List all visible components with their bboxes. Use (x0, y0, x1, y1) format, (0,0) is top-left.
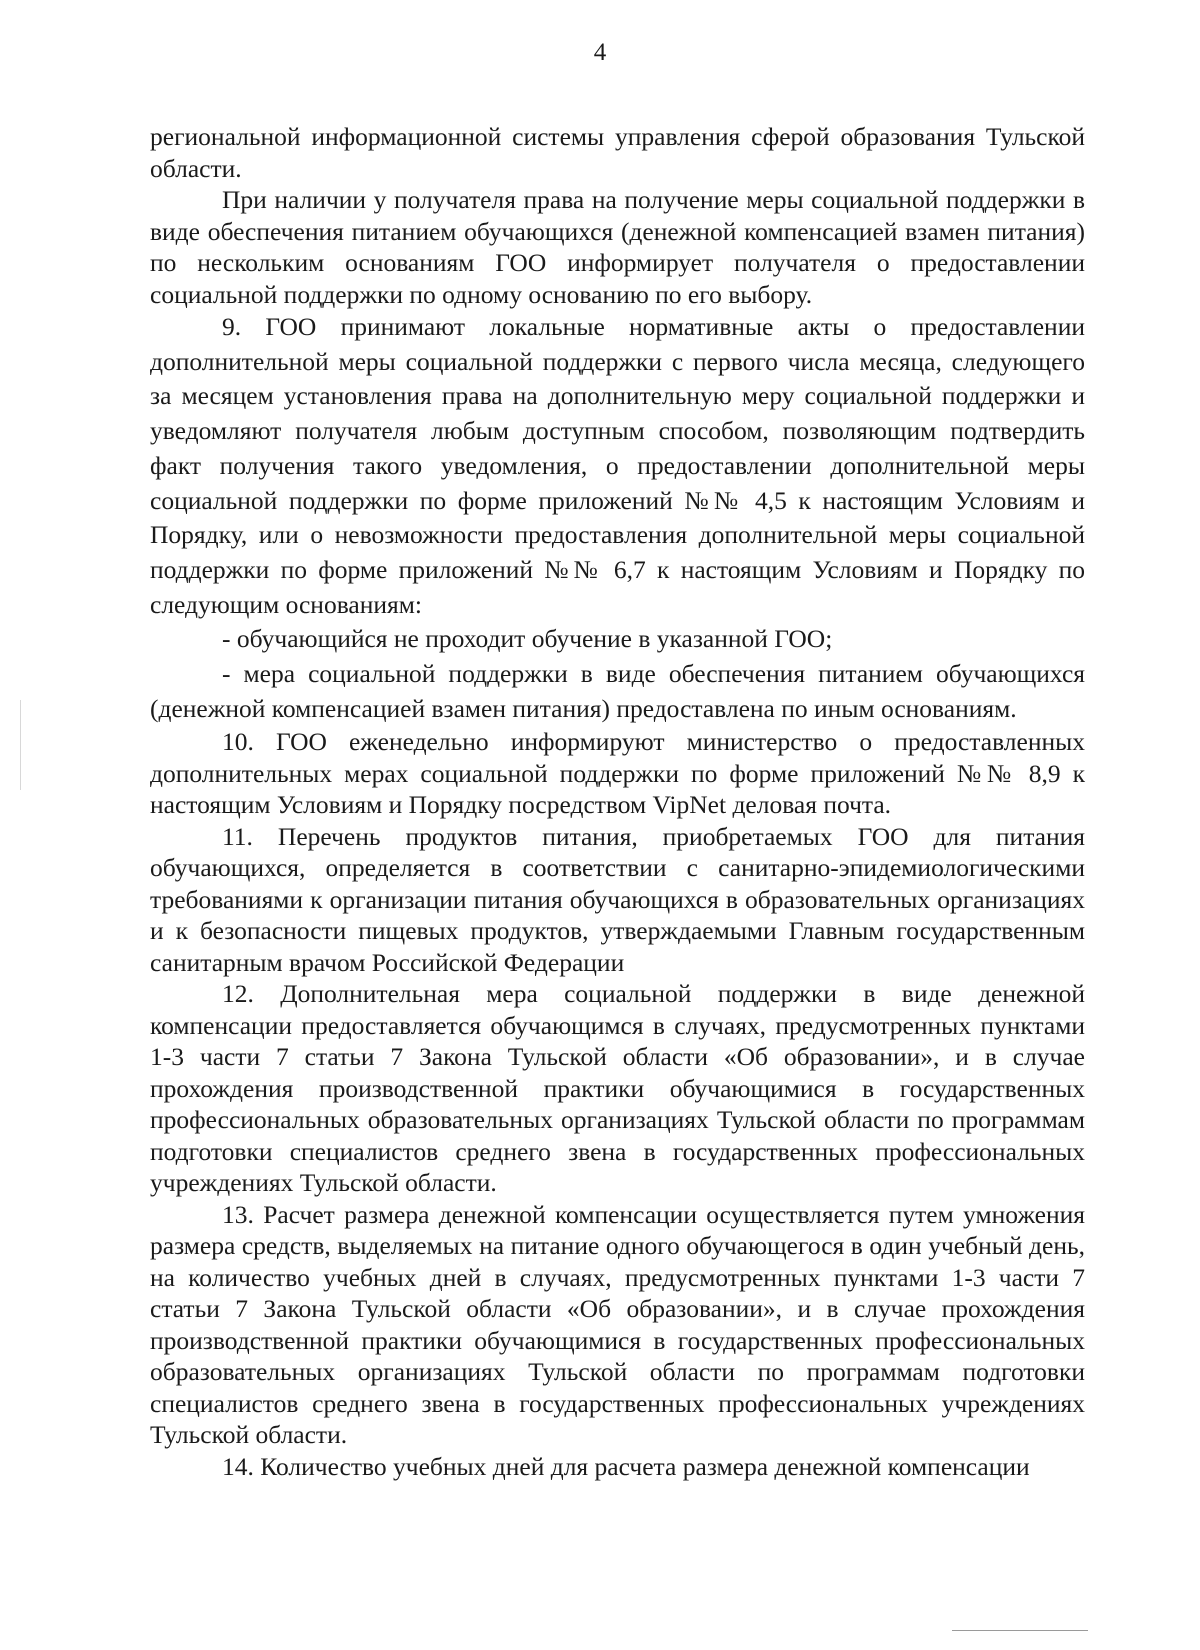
document-body (150, 121, 1085, 1482)
paragraph-item-9: 9. ГОО принимают локальные нормативные акты о предоставлении дополнительной меры социальной поддержки с первого числа месяца, следующего за месяцем установления права на дополнительную меру социальной поддержки и уведомляют получателя любым доступным способом, позволяющим подтвердить факт получения такого уведомления, о предоставлении дополнительной меры социальной поддержки по форме приложений №№ 4,5 к настоящим Условиям и Порядку, или о невозможности предоставления дополнительной меры социальной поддержки по форме приложений №№ 6,7 к настоящим Условиям и Порядку по следующим основаниям: (150, 312, 1085, 619)
paragraph-multiple-grounds: При наличии у получателя права на получение меры социальной поддержки в виде обеспечения питанием обучающихся (денежной компенсацией взамен питания) по нескольким основаниям ГОО информирует получателя о предоставлении социальной поддержки по одному основанию по его выбору. (150, 185, 1085, 309)
paragraph-item-13: 13. Расчет размера денежной компенсации осуществляется путем умножения размера средств, выделяемых на питание одного обучающегося в один учебный день, на количество учебных дней в случаях, предусмотренных пунктами 1-3 части 7 статьи 7 Закона Тульской области «Об образовании», и в случае прохождения производственной практики обучающимися в государственных профессиональных образовательных организациях Тульской области по программам подготовки специалистов среднего звена в государственных профессиональных учреждениях Тульской области. (150, 1199, 1085, 1450)
scan-edge-mark (20, 700, 21, 790)
paragraph-item-14: 14. Количество учебных дней для расчета размера денежной компенсации (222, 1451, 1030, 1481)
paragraph-item-12: 12. Дополнительная мера социальной поддержки в виде денежной компенсации предоставляется обучающимся в случаях, предусмотренных пунктами 1-3 части 7 статьи 7 Закона Тульской области «Об образовании», и в случае прохождения производственной практики обучающимися в государственных профессиональных образовательных организациях Тульской области по программам подготовки специалистов среднего звена в государственных профессиональных учреждениях Тульской области. (150, 979, 1085, 1198)
paragraph-item-10: 10. ГОО еженедельно информируют министерство о предоставленных дополнительных мерах социальной поддержки по форме приложений №№ 8,9 к настоящим Условиям и Порядку посредством VipNet деловая почта. (150, 727, 1085, 820)
paragraph-ground-1: - обучающийся не проходит обучение в указанной ГОО; (222, 624, 833, 654)
page-number: 4 (593, 39, 607, 66)
paragraph-ground-2: - мера социальной поддержки в виде обеспечения питанием обучающихся (денежной компенсацией взамен питания) предоставлена по иным основаниям. (150, 659, 1085, 723)
paragraph-continuation: региональной информационной системы управления сферой образования Тульской области. (150, 122, 1085, 183)
paragraph-item-11: 11. Перечень продуктов питания, приобретаемых ГОО для питания обучающихся, определяется в соответствии с санитарно-эпидемиологическими требованиями к организации питания обучающихся в образовательных организациях и к безопасности пищевых продуктов, утверждаемыми Главным государственным санитарным врачом Российской Федерации (150, 821, 1085, 977)
footer-rule (952, 1630, 1088, 1631)
